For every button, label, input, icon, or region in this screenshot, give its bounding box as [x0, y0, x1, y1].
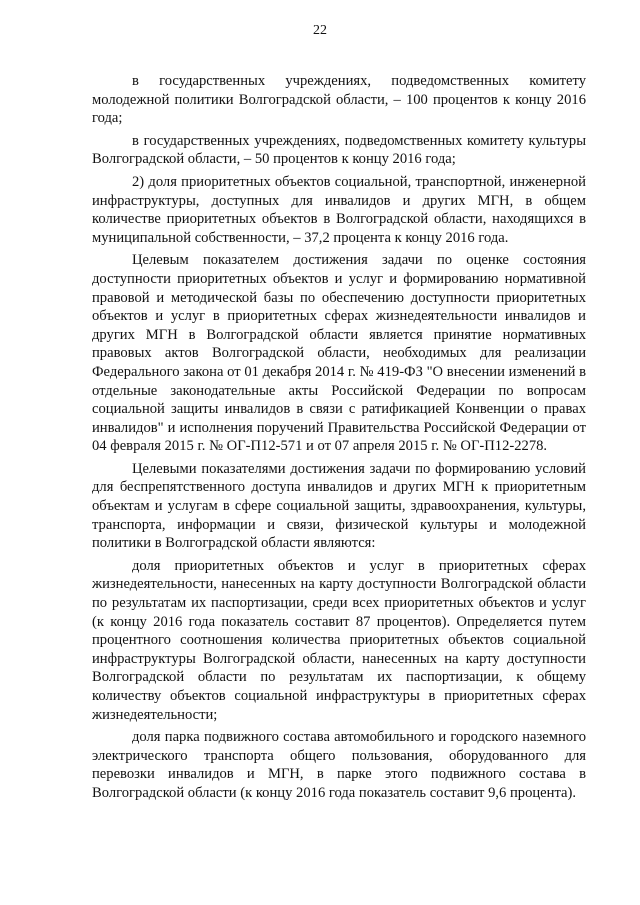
- paragraph-target-indicators-access: Целевыми показателями достижения задачи по формированию условий для беспрепятственного доступа инвалидов и других МГН к приоритетным объектам и услугам в сфере социальной защиты, здравоохранения, культуры, транспорта, информации и связи, физической культуры и молодежной политики в Волгоградской области являются:: [92, 460, 586, 552]
- paragraph-priority-objects-share: 2) доля приоритетных объектов социальной, транспортной, инженерной инфраструктуры, доступных для инвалидов и других МГН, в общем количестве приоритетных объектов в Волгоградской области, находящихся в муниципальной собственности, – 37,2 процента к концу 2016 года.: [92, 173, 586, 246]
- paragraph-culture-institutions: в государственных учреждениях, подведомственных комитету культуры Волгоградской области, – 50 процентов к концу 2016 года;: [92, 132, 586, 168]
- page-number: 22: [313, 23, 327, 38]
- paragraph-youth-institutions: в государственных учреждениях, подведомственных комитету молодежной политики Волгоградской области, – 100 процентов к концу 2016 года;: [92, 73, 586, 127]
- paragraph-transport-fleet-share: доля парка подвижного состава автомобильного и городского наземного электрического транспорта общего пользования, оборудованного для перевозки инвалидов и МГН, в парке этого подвижного состава в Волгоградской области (к концу 2016 года показатель составит 9,6 процента).: [92, 729, 586, 801]
- paragraph-accessibility-map-share: доля приоритетных объектов и услуг в приоритетных сферах жизнедеятельности, нанесенных на карту доступности Волгоградской области по результатам их паспортизации, среди всех приоритетных объектов и услуг (к концу 2016 года показатель составит 87 процентов). Определяется путем процентного соотношения количества приоритетных объектов социальной инфраструктуры Волгоградской области, нанесенных на карту доступности Волгоградской области по результатам их паспортизации, к общему количеству объектов социальной инфраструктуры в приоритетных сферах жизнедеятельности;: [92, 557, 586, 723]
- document-body: [92, 72, 586, 803]
- paragraph-target-indicator-regulation: Целевым показателем достижения задачи по оценке состояния доступности приоритетных объектов и услуг и формированию нормативной правовой и методической базы по обеспечению доступности приоритетных объектов и услуг в приоритетных сферах жизнедеятельности инвалидов и других МГН в Волгоградской области является принятие нормативных правовых актов Волгоградской области, необходимых для реализации Федерального закона от 01 декабря 2014 г. № 419-ФЗ "О внесении изменений в отдельные законодательные акты Российской Федерации по вопросам социальной защиты инвалидов в связи с ратификацией Конвенции о правах инвалидов" и исполнения поручений Правительства Российской Федерации от 04 февраля 2015 г. № ОГ-П12-571 и от 07 апреля 2015 г. № ОГ-П12-2278.: [92, 252, 586, 455]
